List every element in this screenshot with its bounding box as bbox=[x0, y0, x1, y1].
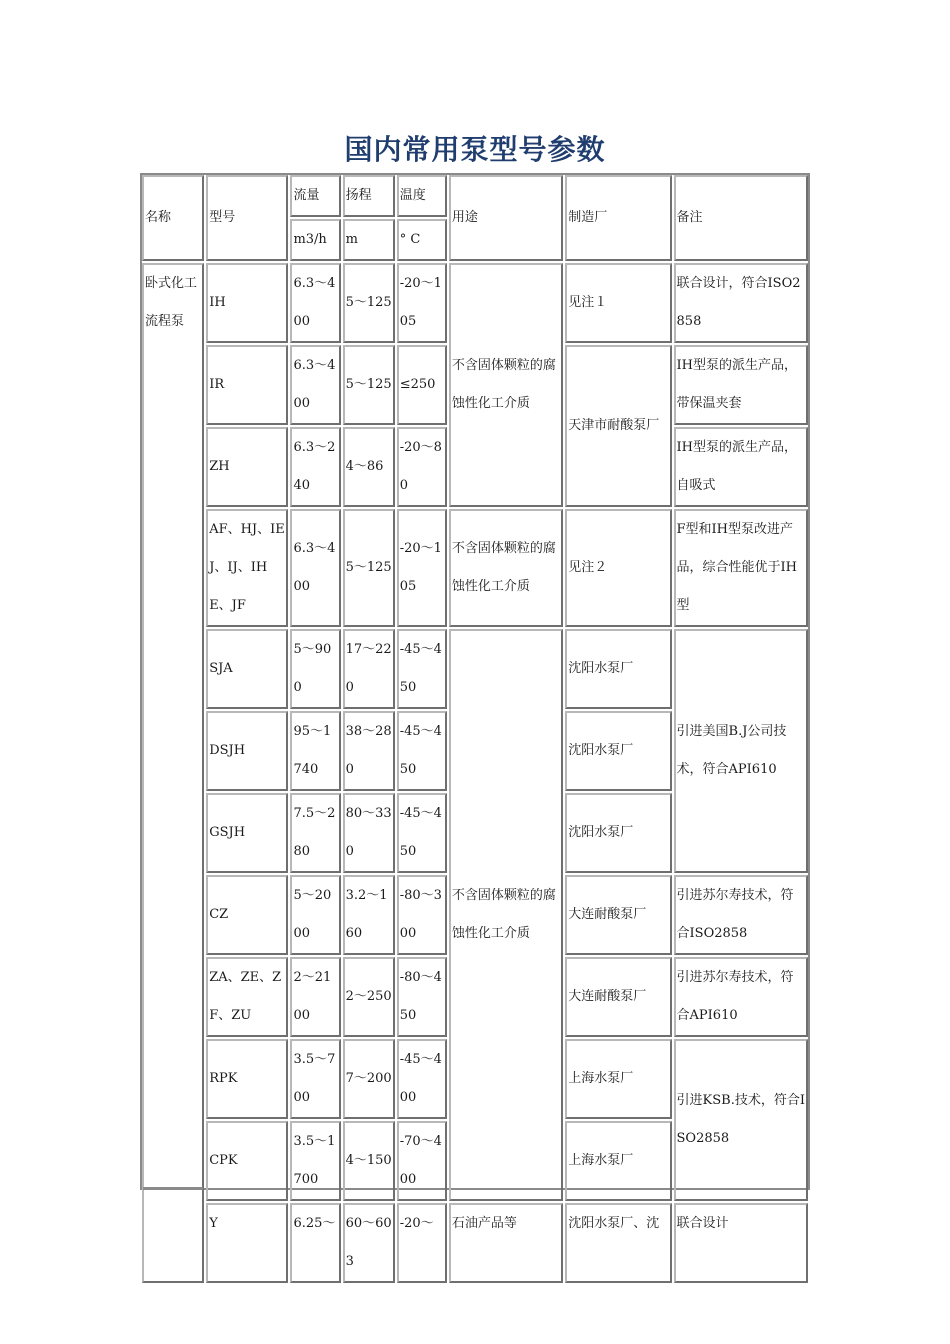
row-temp: -80～450 bbox=[397, 957, 447, 1037]
row-flow: 5～900 bbox=[290, 629, 340, 709]
row-head: 38～280 bbox=[343, 711, 395, 791]
row-head: 4～150 bbox=[343, 1121, 395, 1201]
header-head: 扬程 bbox=[343, 175, 395, 217]
row-head: 2～250 bbox=[343, 957, 395, 1037]
header-flow-unit: m3/h bbox=[290, 219, 340, 261]
row-maker: 沈阳水泵厂 bbox=[565, 711, 671, 791]
row-model: SJA bbox=[206, 629, 288, 709]
page-title: 国内常用泵型号参数 bbox=[344, 133, 606, 166]
row-remark: 引进苏尔寿技术，符合API610 bbox=[674, 957, 808, 1037]
row-remark: IH型泵的派生产品，带保温夹套 bbox=[674, 345, 808, 425]
row-model: DSJH bbox=[206, 711, 288, 791]
row-model: ZH bbox=[206, 427, 288, 507]
header-name: 名称 bbox=[142, 175, 204, 261]
header-usage: 用途 bbox=[449, 175, 563, 261]
row-flow: 3.5～1700 bbox=[290, 1121, 340, 1201]
row-maker: 沈阳水泵厂 bbox=[565, 629, 671, 709]
row-remark: 引进苏尔寿技术，符合ISO2858 bbox=[674, 875, 808, 955]
row-head: 7～200 bbox=[343, 1039, 395, 1119]
row-maker: 大连耐酸泵厂 bbox=[565, 875, 671, 955]
row-temp: -45～450 bbox=[397, 793, 447, 873]
usage-group-2: 不含固体颗粒的腐蚀性化工介质 bbox=[449, 509, 563, 627]
row-model: ZA、ZE、ZF、ZU bbox=[206, 957, 288, 1037]
row-model: RPK bbox=[206, 1039, 288, 1119]
maker-tianjin: 天津市耐酸泵厂 bbox=[565, 345, 671, 507]
category-cell: 卧式化工流程泵 bbox=[142, 263, 204, 1283]
category-column-bottom-edge bbox=[143, 1187, 203, 1190]
header-model: 型号 bbox=[206, 175, 288, 261]
row-temp: -45～450 bbox=[397, 629, 447, 709]
row-model: CZ bbox=[206, 875, 288, 955]
row-maker: 见注２ bbox=[565, 509, 671, 627]
row-head: 17～220 bbox=[343, 629, 395, 709]
row-model: AF、HJ、IEJ、IJ、IHE、JF bbox=[206, 509, 288, 627]
row-temp: -20～105 bbox=[397, 509, 447, 627]
row-usage: 石油产品等 bbox=[449, 1203, 563, 1283]
header-flow: 流量 bbox=[290, 175, 340, 217]
usage-group-3: 不含固体颗粒的腐蚀性化工介质 bbox=[449, 629, 563, 1201]
row-maker: 沈阳水泵厂 bbox=[565, 793, 671, 873]
row-remark: 联合设计 bbox=[674, 1203, 808, 1283]
row-flow: 95～1740 bbox=[290, 711, 340, 791]
row-temp: -45～400 bbox=[397, 1039, 447, 1119]
remark-ksb: 引进KSB.技术，符合ISO2858 bbox=[674, 1039, 808, 1201]
header-remark: 备注 bbox=[674, 175, 808, 261]
row-flow: 3.5～700 bbox=[290, 1039, 340, 1119]
row-remark: IH型泵的派生产品，自吸式 bbox=[674, 427, 808, 507]
remark-bj: 引进美国B.J公司技术，符合API610 bbox=[674, 629, 808, 873]
row-maker: 见注１ bbox=[565, 263, 671, 343]
row-model: IH bbox=[206, 263, 288, 343]
row-temp: -80～300 bbox=[397, 875, 447, 955]
row-temp: -20～105 bbox=[397, 263, 447, 343]
row-maker: 大连耐酸泵厂 bbox=[565, 957, 671, 1037]
header-head-unit: m bbox=[343, 219, 395, 261]
row-flow: 6.3～400 bbox=[290, 509, 340, 627]
row-temp: -20～ bbox=[397, 1203, 447, 1283]
row-head: 80～330 bbox=[343, 793, 395, 873]
pump-parameter-table bbox=[140, 173, 810, 1285]
row-maker: 沈阳水泵厂、沈 bbox=[565, 1203, 671, 1283]
row-temp: ≤250 bbox=[397, 345, 447, 425]
row-head: 5～125 bbox=[343, 509, 395, 627]
row-flow: 6.3～240 bbox=[290, 427, 340, 507]
usage-group-1: 不含固体颗粒的腐蚀性化工介质 bbox=[449, 263, 563, 507]
row-maker: 上海水泵厂 bbox=[565, 1121, 671, 1201]
row-maker: 上海水泵厂 bbox=[565, 1039, 671, 1119]
row-head: 5～125 bbox=[343, 345, 395, 425]
row-flow: 5～2000 bbox=[290, 875, 340, 955]
row-model: GSJH bbox=[206, 793, 288, 873]
pump-table-container bbox=[140, 173, 810, 1269]
row-remark: F型和IH型泵改进产品，综合性能优于IH型 bbox=[674, 509, 808, 627]
row-flow: 6.25～ bbox=[290, 1203, 340, 1283]
row-model: IR bbox=[206, 345, 288, 425]
row-temp: -45～450 bbox=[397, 711, 447, 791]
row-flow: 2～2100 bbox=[290, 957, 340, 1037]
row-head: 3.2～160 bbox=[343, 875, 395, 955]
header-temp-unit: ° C bbox=[397, 219, 447, 261]
row-flow: 6.3～400 bbox=[290, 345, 340, 425]
header-temp: 温度 bbox=[397, 175, 447, 217]
row-head: 4～86 bbox=[343, 427, 395, 507]
row-temp: -70～400 bbox=[397, 1121, 447, 1201]
row-flow: 6.3～400 bbox=[290, 263, 340, 343]
row-model: Y bbox=[206, 1203, 288, 1283]
header-maker: 制造厂 bbox=[565, 175, 671, 261]
row-remark: 联合设计，符合ISO2858 bbox=[674, 263, 808, 343]
row-temp: -20～80 bbox=[397, 427, 447, 507]
row-model: CPK bbox=[206, 1121, 288, 1201]
row-flow: 7.5～280 bbox=[290, 793, 340, 873]
row-head: 60～603 bbox=[343, 1203, 395, 1283]
row-head: 5～125 bbox=[343, 263, 395, 343]
